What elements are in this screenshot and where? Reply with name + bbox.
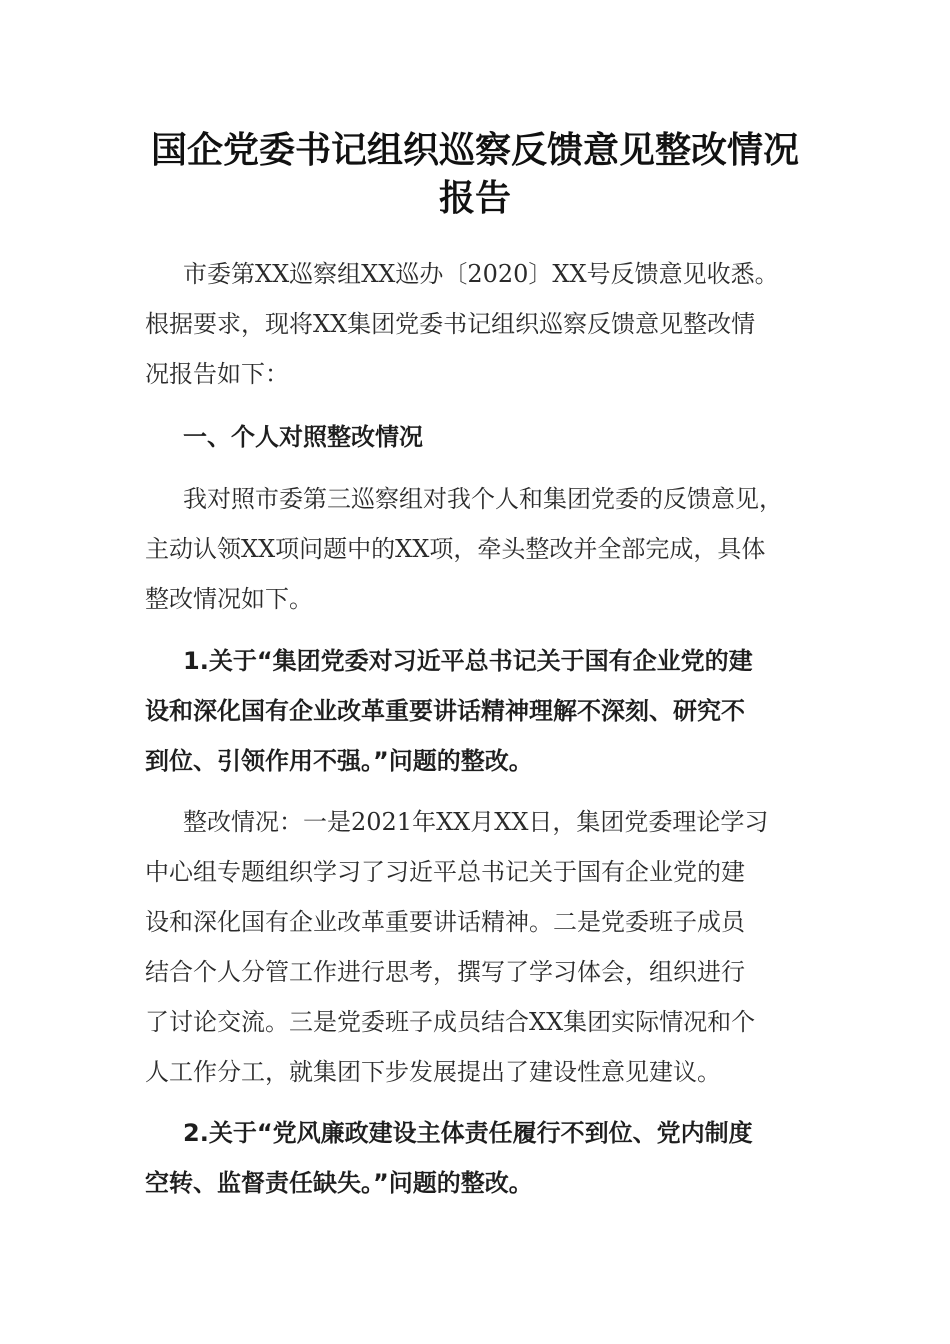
- item-1-body-line-4: 结合个人分管工作进行思考，撰写了学习体会，组织进行: [145, 958, 745, 986]
- intro-line-1: 市委第XX巡察组XX巡办〔2020〕XX号反馈意见收悉。: [183, 260, 779, 288]
- item-1-body-line-2: 中心组专题组织学习了习近平总书记关于国有企业党的建: [145, 858, 745, 886]
- section-1-line-1: 我对照市委第三巡察组对我个人和集团党委的反馈意见，: [183, 485, 783, 513]
- item-1-heading-line-1: 1.关于“集团党委对习近平总书记关于国有企业党的建: [183, 647, 753, 675]
- document-title-line-2: 报告: [438, 177, 511, 219]
- item-1-body-line-1: 整改情况：一是2021年XX月XX日，集团党委理论学习: [183, 808, 769, 836]
- item-2-heading-line-2: 空转、监督责任缺失。”问题的整改。: [145, 1169, 533, 1197]
- document-title-line-1: 国企党委书记组织巡察反馈意见整改情况: [150, 129, 799, 171]
- item-1-body-line-3: 设和深化国有企业改革重要讲话精神。二是党委班子成员: [145, 908, 745, 936]
- section-1-line-2: 主动认领XX项问题中的XX项，牵头整改并全部完成，具体: [145, 535, 766, 563]
- intro-line-2: 根据要求，现将XX集团党委书记组织巡察反馈意见整改情: [145, 310, 756, 338]
- item-1-body-line-5: 了讨论交流。三是党委班子成员结合XX集团实际情况和个: [145, 1008, 756, 1036]
- item-1-heading-line-2: 设和深化国有企业改革重要讲话精神理解不深刻、研究不: [145, 697, 745, 725]
- item-2-heading-line-1: 2.关于“党风廉政建设主体责任履行不到位、党内制度: [183, 1119, 753, 1147]
- section-1-heading: 一、个人对照整改情况: [183, 423, 423, 451]
- intro-line-3: 况报告如下：: [145, 360, 289, 388]
- section-1-line-3: 整改情况如下。: [145, 585, 313, 613]
- item-1-heading-line-3: 到位、引领作用不强。”问题的整改。: [145, 747, 533, 775]
- item-1-body-line-6: 人工作分工，就集团下步发展提出了建设性意见建议。: [145, 1058, 721, 1086]
